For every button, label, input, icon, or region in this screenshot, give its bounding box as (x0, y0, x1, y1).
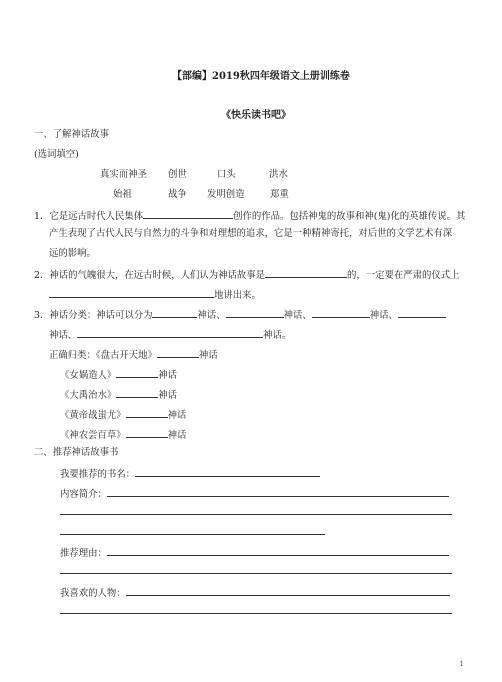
question-3-line-1: 3．神话分类：神话可以分为 神话、 神话、 神话、 (34, 308, 446, 322)
answer-blank[interactable] (116, 368, 158, 378)
reason-blank[interactable] (60, 564, 452, 574)
section1-instruction: (选词填空) (34, 149, 79, 160)
word-bank-item: 郑重 (270, 189, 289, 200)
question-1-line-2: 产生表现了古代人民与自然力的斗争和对理想的追求，它是一种精神寄托，对后世的文学艺术有深 (49, 228, 453, 239)
question-1-line-3: 远的影响。 (49, 248, 96, 259)
reason-blank[interactable] (107, 546, 449, 556)
answer-blank[interactable] (116, 388, 158, 398)
question-3-line-2: 神话、 神话。 (49, 330, 292, 341)
section1-heading: 一、了解神话故事 (34, 129, 110, 140)
answer-blank[interactable] (126, 428, 168, 438)
question-2-line-2: 地讲出来。 (49, 288, 261, 302)
word-bank-item: 战争 (168, 189, 187, 200)
answer-blank[interactable] (49, 288, 214, 298)
character-blank[interactable] (60, 604, 452, 614)
summary-blank[interactable] (60, 505, 452, 515)
classify-row: 《大禹治水》 神话 (60, 390, 178, 401)
section2-heading: 二、推荐神话故事书 (34, 447, 119, 458)
word-bank-item: 始祖 (113, 189, 132, 200)
worksheet-subtitle: 《快乐读书吧》 (221, 110, 291, 121)
answer-blank[interactable] (312, 308, 370, 318)
question-2-line-1: 2．神话的气魄很大，在远古时候，人们认为神话故事是 的，一定要在严肃的仪式上 (34, 270, 460, 281)
classify-row: 《黄帝战蚩尤》 神话 (60, 410, 187, 421)
word-bank-item: 洪水 (269, 169, 288, 180)
answer-blank[interactable] (126, 408, 168, 418)
book-name-blank[interactable] (135, 467, 320, 477)
answer-blank[interactable] (77, 328, 263, 338)
worksheet-title: 【部编】2019秋四年级语文上册训练卷 (172, 71, 350, 82)
word-bank-item: 真实而神圣 (100, 169, 147, 180)
character-blank[interactable] (126, 586, 450, 596)
character-row: 我喜欢的人物： (60, 586, 450, 600)
answer-blank[interactable] (398, 308, 446, 318)
answer-blank[interactable] (157, 348, 199, 358)
summary-blank[interactable] (60, 525, 325, 535)
classify-row: 正确归类：《盘古开天地》 神话 (49, 350, 218, 361)
classify-row: 《女娲造人》 神话 (60, 370, 178, 381)
word-bank-item: 创世 (168, 169, 187, 180)
word-bank-item: 口头 (217, 169, 236, 180)
summary-blank[interactable] (107, 487, 449, 497)
classify-row: 《神农尝百草》 神话 (60, 430, 187, 441)
answer-blank[interactable] (265, 268, 347, 278)
summary-row: 内容简介： (60, 487, 449, 501)
answer-blank[interactable] (152, 308, 197, 318)
book-name-row: 我要推荐的书名： (60, 467, 320, 481)
answer-blank[interactable] (143, 209, 233, 219)
reason-row: 推荐理由： (60, 546, 449, 560)
word-bank-item: 发明创造 (207, 189, 245, 200)
answer-blank[interactable] (226, 308, 284, 318)
question-1-line-1: 1．它是远古时代人民集体 创作的作品。包括神鬼的故事和神(鬼)化的英雄传说。其 (34, 211, 466, 222)
page-number: 1 (459, 660, 464, 668)
